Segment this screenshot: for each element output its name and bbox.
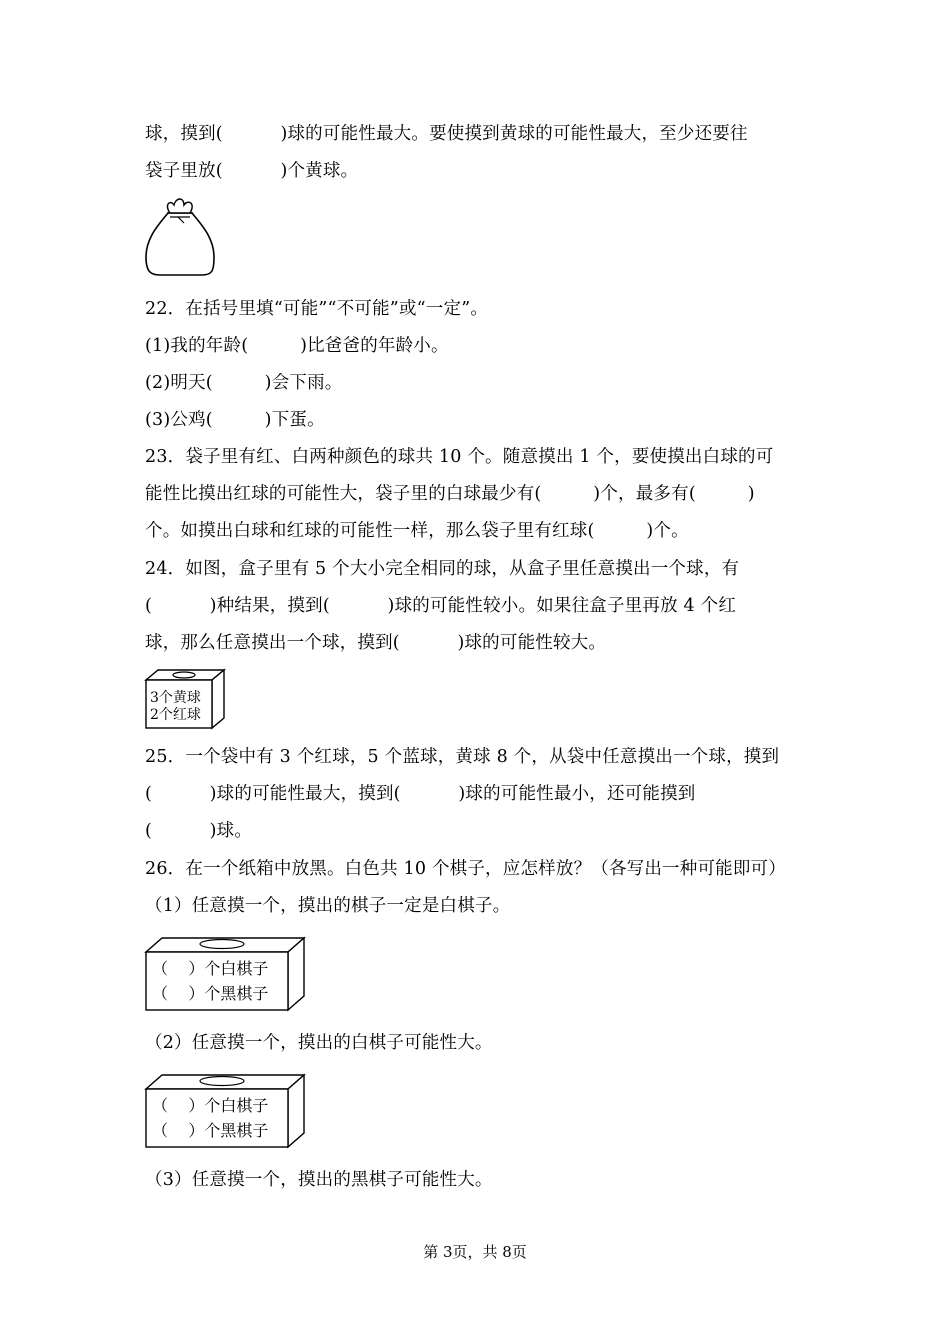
- question-23: 个。如摸出白球和红球的可能性一样，那么袋子里有红球( )个。: [145, 521, 689, 541]
- question-26: 26．在一个纸箱中放黑。白色共 10 个棋子，应怎样放？（各写出一种可能即可）: [145, 859, 786, 879]
- question-22-2: (2)明天( )会下雨。: [145, 373, 343, 393]
- question-25: ( )球的可能性最大，摸到( )球的可能性最小，还可能摸到: [145, 784, 696, 804]
- box-label: 3个黄球: [150, 690, 201, 706]
- box-label: （ ）个白棋子: [152, 959, 269, 978]
- question-25: 25．一个袋中有 3 个红球，5 个蓝球，黄球 8 个，从袋中任意摸出一个球，摸到: [145, 747, 780, 767]
- question-26-2: （2）任意摸一个，摸出的白棋子可能性大。: [145, 1033, 493, 1053]
- question-23: 23．袋子里有红、白两种颜色的球共 10 个。随意摸出 1 个，要使摸出白球的可: [145, 447, 774, 467]
- question-24: ( )种结果，摸到( )球的可能性较小。如果往盒子里再放 4 个红: [145, 596, 737, 616]
- question-22-3: (3)公鸡( )下蛋。: [145, 410, 325, 430]
- question-22: 22．在括号里填“可能”“不可能”或“一定”。: [145, 299, 489, 319]
- text-line: 球，摸到( )球的可能性最大。要使摸到黄球的可能性最大，至少还要往: [145, 124, 748, 144]
- box-label: （ ）个白棋子: [152, 1096, 269, 1115]
- question-22-1: (1)我的年龄( )比爸爸的年龄小。: [145, 336, 449, 356]
- question-26-1: （1）任意摸一个，摸出的棋子一定是白棋子。: [145, 896, 511, 916]
- bag-figure: [140, 195, 220, 277]
- question-24: 球，那么任意摸出一个球，摸到( )球的可能性较大。: [145, 633, 607, 653]
- question-26-3: （3）任意摸一个，摸出的黑棋子可能性大。: [145, 1170, 493, 1190]
- box-label: （ ）个黑棋子: [152, 984, 269, 1003]
- box-label: （ ）个黑棋子: [152, 1121, 269, 1140]
- question-23: 能性比摸出红球的可能性大，袋子里的白球最少有( )个，最多有( ): [145, 484, 755, 504]
- question-25: ( )球。: [145, 821, 253, 841]
- page-footer: 第 3页，共 8页: [423, 1243, 527, 1261]
- text-line: 袋子里放( )个黄球。: [145, 161, 359, 181]
- question-24: 24．如图，盒子里有 5 个大小完全相同的球，从盒子里任意摸出一个球，有: [145, 559, 740, 579]
- box-label: 2个红球: [150, 707, 201, 723]
